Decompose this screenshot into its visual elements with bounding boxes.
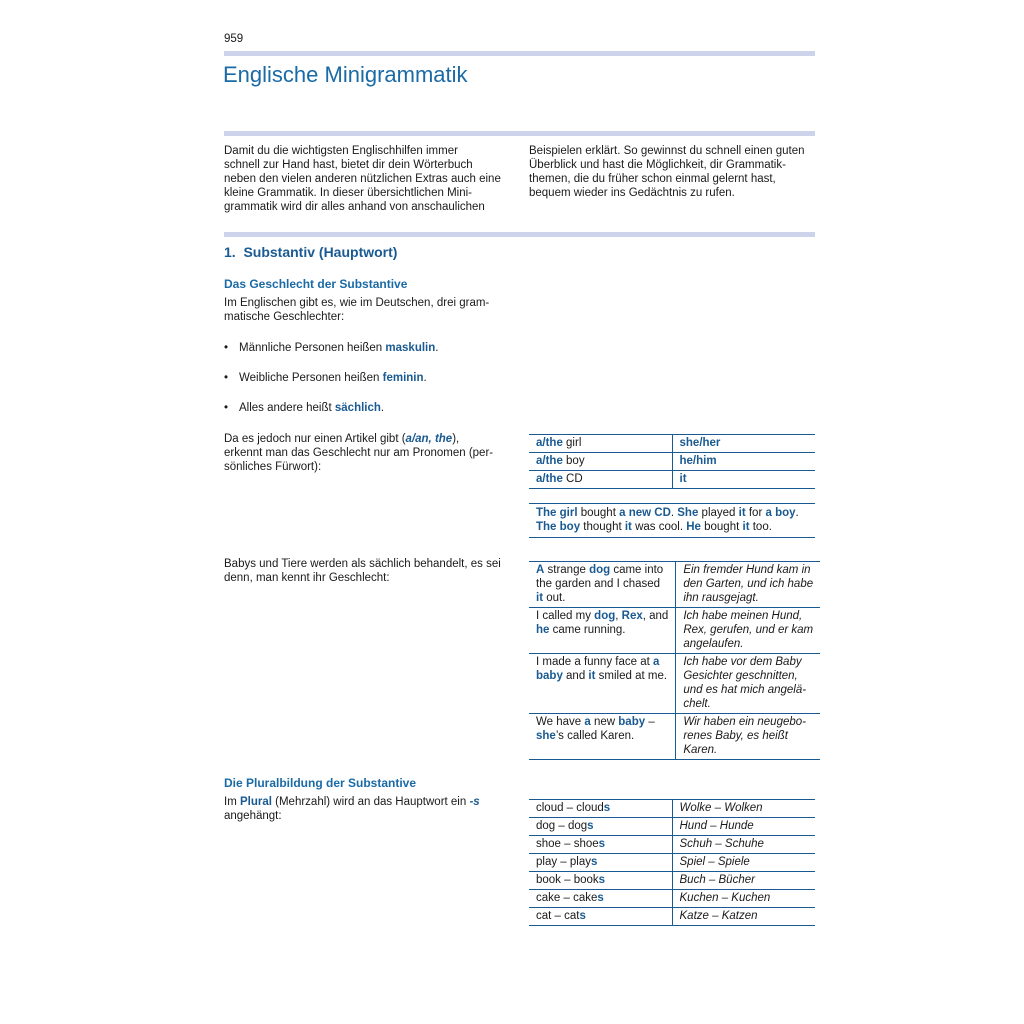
- pronoun-table: [529, 434, 815, 489]
- em: a boy: [765, 507, 796, 519]
- bullet-end: .: [423, 372, 427, 384]
- intro-line: kleine Grammatik. In dieser übersichtlichen Mini-: [224, 187, 472, 199]
- bullet-mark: •: [224, 402, 229, 414]
- intro-right: [529, 144, 819, 200]
- txt: dog – dog: [536, 820, 588, 832]
- text-line: matische Geschlechter:: [224, 311, 345, 323]
- em: The girl: [536, 507, 578, 519]
- table-cell-en: [529, 818, 672, 836]
- bullet-text: Weibliche Personen heißen: [239, 372, 383, 384]
- intro-line: themen, die du früher schon einmal gelernt hast,: [529, 173, 776, 185]
- text-line: Im Englischen gibt es, wie im Deutschen, drei gram-: [224, 297, 490, 309]
- bullet-item: [224, 341, 509, 355]
- table-cell-en: [529, 908, 672, 926]
- txt: play – play: [536, 856, 591, 868]
- table-cell-en: [529, 890, 672, 908]
- txt: cake – cake: [536, 892, 598, 904]
- txt: bought: [700, 521, 743, 533]
- table-cell-en: [529, 714, 676, 760]
- em: He: [686, 521, 701, 533]
- example-cell: [529, 504, 815, 538]
- txt: played: [698, 507, 739, 519]
- table-row: [529, 836, 815, 854]
- table-cell-de: [676, 714, 820, 760]
- em: dog: [594, 610, 616, 622]
- de-line: Ein fremder Hund kam in: [683, 564, 811, 576]
- plural-paragraph: [224, 795, 509, 823]
- txt: –: [645, 716, 655, 728]
- em: it: [536, 592, 544, 604]
- txt: and: [562, 670, 589, 682]
- text-line: angehängt:: [224, 810, 282, 822]
- bullet-mark: •: [224, 372, 229, 384]
- em: he: [536, 624, 550, 636]
- gender-intro: [224, 296, 509, 324]
- table-cell-de: Wolke – Wolken: [672, 800, 815, 818]
- subsection-heading-gender: Das Geschlecht der Substantive: [224, 277, 408, 291]
- txt: book – book: [536, 874, 599, 886]
- table-row: [529, 818, 815, 836]
- table-cell: [529, 471, 672, 489]
- page-title: Englische Minigrammatik: [223, 62, 468, 87]
- table-cell-de: [676, 562, 820, 608]
- txt: strange: [544, 564, 590, 576]
- table-cell: [529, 435, 672, 453]
- table-row: [529, 872, 815, 890]
- txt: .: [670, 507, 678, 519]
- txt: I called my: [536, 610, 595, 622]
- txt: the garden and I chased: [536, 578, 661, 590]
- txt: .: [795, 507, 799, 519]
- em: baby: [536, 670, 563, 682]
- intro-line: grammatik wird dir alles anhand von anschaulichen: [224, 201, 485, 213]
- bullet-end: .: [435, 342, 439, 354]
- de-line: chelt.: [683, 698, 711, 710]
- text-span: Da es jedoch nur einen Artikel gibt (: [224, 433, 406, 445]
- em: She: [677, 507, 699, 519]
- em: a new CD: [619, 507, 671, 519]
- em: it: [742, 521, 750, 533]
- txt: smiled at me.: [595, 670, 668, 682]
- table-cell-en: [529, 562, 676, 608]
- de-line: Karen.: [683, 744, 718, 756]
- em: dog: [589, 564, 611, 576]
- suffix: s: [579, 910, 586, 922]
- page-number: 959: [224, 33, 244, 45]
- txt: thought: [580, 521, 625, 533]
- noun: boy: [562, 455, 585, 467]
- article-paragraph: [224, 432, 509, 474]
- table-row: [529, 654, 820, 714]
- intro-line: schnell zur Hand hast, bietet dir dein Wörterbuch: [224, 159, 473, 171]
- suffix: s: [598, 838, 606, 850]
- de-line: den Garten, und ich habe: [683, 578, 814, 590]
- de-line: ihn rausgejagt.: [683, 592, 759, 604]
- table-row: [529, 800, 815, 818]
- bullet-item: [224, 401, 509, 415]
- bullet-term: sächlich: [334, 402, 381, 414]
- table-cell-de: Spiel – Spiele: [672, 854, 815, 872]
- subsection-heading-plural: Die Pluralbildung der Substantive: [224, 776, 417, 790]
- text-line: denn, man kennt ihr Geschlecht:: [224, 572, 390, 584]
- text-line: Babys und Tiere werden als sächlich behandelt, es sei: [224, 558, 501, 570]
- txt: new: [590, 716, 619, 728]
- bullet-item: [224, 371, 509, 385]
- txt: cloud – cloud: [536, 802, 604, 814]
- table-row: [529, 854, 815, 872]
- table-row: [529, 453, 815, 471]
- em: she: [536, 730, 556, 742]
- table-cell-en: [529, 800, 672, 818]
- intro-line: bequem wieder ins Gedächtnis zu rufen.: [529, 187, 735, 199]
- txt: was cool.: [631, 521, 687, 533]
- de-line: Rex, gerufen, und er kam: [683, 624, 814, 636]
- table-row: [529, 890, 815, 908]
- table-cell-de: Schuh – Schuhe: [672, 836, 815, 854]
- bullet-end: .: [380, 402, 385, 414]
- txt: shoe – shoe: [536, 838, 599, 850]
- table-row: [529, 714, 820, 760]
- em: a: [584, 716, 591, 728]
- intro-rule: [224, 131, 815, 136]
- txt: We have: [536, 716, 585, 728]
- txt: for: [745, 507, 766, 519]
- txt: I made a funny face at: [536, 656, 653, 668]
- em: it: [624, 521, 632, 533]
- table-row: [529, 504, 815, 538]
- text-line: sönliches Fürwort):: [224, 461, 322, 473]
- intro-line: Beispielen erklärt. So gewinnst du schnell einen guten: [529, 145, 805, 157]
- de-line: renes Baby, es heißt: [683, 730, 788, 742]
- txt: ’s called Karen.: [555, 730, 635, 742]
- article-term: a/an, the: [405, 433, 453, 445]
- table-cell-en: [529, 872, 672, 890]
- table-cell-de: Buch – Bücher: [672, 872, 815, 890]
- txt: cat – cat: [536, 910, 580, 922]
- table-cell: [529, 453, 672, 471]
- txt: out.: [543, 592, 566, 604]
- txt: came into: [610, 564, 664, 576]
- bullet-term: feminin: [382, 372, 424, 384]
- table-cell-de: Hund – Hunde: [672, 818, 815, 836]
- em: A: [536, 564, 545, 576]
- txt: ,: [615, 610, 622, 622]
- article: a/the: [536, 473, 563, 485]
- bullet-text: Männliche Personen heißen: [239, 342, 386, 354]
- table-row: [529, 908, 815, 926]
- example-box: [529, 503, 815, 538]
- table-cell: he/him: [672, 453, 815, 471]
- intro-line: neben den vielen anderen nützlichen Extras auch eine: [224, 173, 501, 185]
- table-row: [529, 471, 815, 489]
- txt: Im: [224, 796, 240, 808]
- txt: too.: [749, 521, 772, 533]
- babies-table: [529, 561, 820, 760]
- de-line: Ich habe vor dem Baby: [683, 656, 802, 668]
- table-cell: it: [672, 471, 815, 489]
- em: Rex: [621, 610, 643, 622]
- top-rule: [224, 51, 815, 56]
- de-line: Gesichter geschnitten,: [683, 670, 798, 682]
- txt: bought: [577, 507, 620, 519]
- article: a/the: [536, 437, 563, 449]
- suffix: s: [598, 874, 606, 886]
- em: Plural: [239, 796, 272, 808]
- de-line: Wir haben ein neugebo-: [683, 716, 806, 728]
- de-line: Ich habe meinen Hund,: [683, 610, 803, 622]
- em: -s: [469, 796, 480, 808]
- bullet-mark: •: [224, 342, 229, 354]
- bullet-text: Alles andere heißt: [239, 402, 335, 414]
- de-line: und es hat mich angelä-: [683, 684, 807, 696]
- table-cell-en: [529, 854, 672, 872]
- table-row: [529, 608, 820, 654]
- de-line: angelaufen.: [683, 638, 744, 650]
- txt: (Mehrzahl) wird an das Hauptwort ein: [271, 796, 470, 808]
- example-line: [536, 506, 808, 520]
- article: a/the: [536, 455, 563, 467]
- em: a: [653, 656, 660, 668]
- table-cell-de: Kuchen – Kuchen: [672, 890, 815, 908]
- em: it: [588, 670, 596, 682]
- text-span: ),: [452, 433, 460, 445]
- em: baby: [618, 716, 646, 728]
- intro-line: Damit du die wichtigsten Englischhilfen immer: [224, 145, 458, 157]
- table-cell-de: [676, 608, 820, 654]
- txt: , and: [642, 610, 669, 622]
- txt: came running.: [549, 624, 626, 636]
- table-cell-en: [529, 836, 672, 854]
- example-line: [536, 520, 808, 534]
- em: it: [738, 507, 746, 519]
- table-row: [529, 435, 815, 453]
- table-cell-en: [529, 654, 676, 714]
- section-rule: [224, 232, 815, 237]
- babies-paragraph: [224, 557, 509, 585]
- em: The boy: [536, 521, 581, 533]
- suffix: s: [597, 892, 604, 904]
- suffix: s: [590, 856, 598, 868]
- section-heading: 1. Substantiv (Hauptwort): [224, 244, 398, 260]
- plural-table: [529, 799, 815, 926]
- noun: girl: [562, 437, 582, 449]
- table-cell-de: Katze – Katzen: [672, 908, 815, 926]
- table-cell-en: [529, 608, 676, 654]
- table-row: [529, 562, 820, 608]
- table-cell: she/her: [672, 435, 815, 453]
- table-cell-de: [676, 654, 820, 714]
- suffix: s: [603, 802, 611, 814]
- intro-left: [224, 144, 514, 214]
- text-line: erkennt man das Geschlecht nur am Pronomen (per-: [224, 447, 494, 459]
- bullet-term: maskulin: [385, 342, 436, 354]
- suffix: s: [587, 820, 594, 832]
- intro-line: Überblick und hast die Möglichkeit, dir Grammatik-: [529, 159, 786, 171]
- noun: CD: [562, 473, 583, 485]
